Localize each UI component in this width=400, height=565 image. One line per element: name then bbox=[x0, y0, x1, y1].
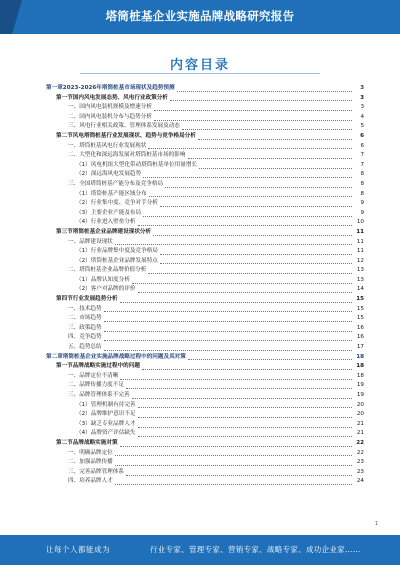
toc-entry-text: 主要企业产能及布局 bbox=[90, 209, 142, 216]
toc-leader-dots bbox=[170, 95, 352, 101]
toc-entry[interactable] bbox=[46, 420, 364, 430]
toc-heading: 内容目录 bbox=[169, 58, 230, 73]
toc-entry-page: 18 bbox=[356, 363, 364, 370]
footer-slogan-left: 让每个人都能成为 bbox=[46, 545, 110, 554]
toc-entry[interactable] bbox=[46, 429, 364, 439]
toc-entry-page: 11 bbox=[356, 248, 364, 255]
toc-leader-dots bbox=[198, 134, 352, 140]
toc-entry[interactable] bbox=[46, 151, 364, 161]
toc-entry-page: 3 bbox=[360, 85, 364, 91]
report-title: 塔筒桩基企业实施品牌战略研究报告 bbox=[105, 9, 295, 23]
toc-entry-text: 风电行业相关政策、管理体系发展及动态 bbox=[79, 123, 180, 130]
toc-entry-page: 6 bbox=[360, 142, 364, 149]
toc-entry-text: 竞争趋势 bbox=[79, 334, 102, 341]
toc-leader-dots bbox=[148, 268, 352, 274]
toc-entry[interactable] bbox=[46, 180, 364, 190]
toc-entry-text: 2023-2026年塔筒桩基市场现状及趋势预测 bbox=[62, 85, 175, 91]
toc-entry-number: 第一节 bbox=[56, 94, 73, 101]
toc-entry[interactable] bbox=[46, 449, 364, 459]
toc-entry-page: 13 bbox=[356, 276, 364, 283]
toc-entry-text: 加强品牌传播 bbox=[79, 459, 113, 466]
toc-leader-dots bbox=[104, 326, 352, 332]
toc-entry-number: （4） bbox=[76, 219, 91, 226]
toc-entry-page: 21 bbox=[356, 420, 364, 427]
toc-entry-text: 完善品牌管理体系 bbox=[79, 468, 124, 475]
toc-entry-number: 第二节 bbox=[56, 132, 73, 139]
toc-leader-dots bbox=[142, 364, 352, 370]
toc-entry-number: （4） bbox=[76, 430, 91, 437]
toc-entry-page: 7 bbox=[360, 152, 364, 159]
page-number: 1 bbox=[374, 521, 378, 527]
toc-entry-text: 品牌定位不清晰 bbox=[79, 372, 119, 379]
toc-entry-page: 11 bbox=[356, 228, 364, 235]
toc-entry-number: 二、 bbox=[68, 152, 80, 159]
toc-entry-number: 一、 bbox=[68, 449, 80, 456]
toc-entry-text: 市场趋势 bbox=[79, 315, 102, 322]
toc-entry-page: 17 bbox=[356, 344, 364, 351]
toc-entry[interactable] bbox=[46, 391, 364, 401]
toc-leader-dots bbox=[148, 143, 352, 149]
toc-entry-page: 4 bbox=[360, 113, 364, 120]
toc-entry-text: 品牌建设现状 bbox=[79, 238, 113, 245]
toc-entry-text: 塔筒桩基企业实施品牌战略过程中的问题及其对策 bbox=[62, 353, 186, 360]
toc-entry-number: 二、 bbox=[68, 315, 80, 322]
footer-slogan-right: 行业专家、管理专家、营销专家、战略专家、成功企业家…… bbox=[150, 545, 361, 554]
toc-entry-number: （1） bbox=[76, 276, 91, 283]
toc-entry-text: 缺乏专业品牌人才 bbox=[90, 420, 136, 427]
toc-entry-page: 16 bbox=[356, 324, 364, 331]
toc-entry-number: （1） bbox=[76, 401, 91, 408]
toc-leader-dots bbox=[160, 249, 352, 255]
toc-entry-page: 22 bbox=[356, 439, 364, 446]
toc-entry[interactable] bbox=[46, 285, 364, 295]
toc-entry-text: 技术趋势 bbox=[79, 305, 102, 312]
toc-entry-page: 3 bbox=[360, 104, 364, 111]
toc-entry-page: 6 bbox=[360, 132, 364, 139]
toc-entry-number: 一、 bbox=[68, 142, 80, 149]
toc-leader-dots bbox=[165, 182, 352, 188]
report-header-banner bbox=[0, 0, 400, 34]
toc-leader-dots bbox=[138, 220, 352, 226]
toc-entry-page: 9 bbox=[360, 200, 364, 207]
toc-entry-number: （2） bbox=[76, 411, 91, 418]
toc-entry[interactable] bbox=[46, 199, 364, 209]
toc-entry-number: （3） bbox=[76, 420, 91, 427]
toc-entry-number: （2） bbox=[76, 200, 91, 207]
toc-leader-dots bbox=[104, 335, 352, 341]
toc-leader-dots bbox=[199, 163, 352, 169]
toc-entry[interactable] bbox=[46, 122, 364, 132]
toc-entry-number: 第一章 bbox=[46, 85, 63, 91]
toc-entry-page: 15 bbox=[356, 315, 364, 322]
toc-leader-dots bbox=[138, 412, 352, 418]
toc-entry-page: 20 bbox=[356, 411, 364, 418]
toc-entry-number: 第二章 bbox=[46, 353, 63, 360]
toc-entry-text: 品牌认知度分析 bbox=[90, 276, 130, 283]
toc-leader-dots bbox=[143, 211, 352, 217]
toc-entry[interactable] bbox=[46, 170, 364, 180]
toc-entry-number: （3） bbox=[76, 209, 91, 216]
toc-leader-dots bbox=[188, 153, 353, 159]
toc-entry-page: 10 bbox=[356, 219, 364, 226]
toc-entry[interactable] bbox=[46, 94, 364, 104]
toc-entry[interactable] bbox=[46, 362, 364, 372]
toc-entry-number: 二、 bbox=[68, 267, 80, 274]
toc-leader-dots bbox=[143, 172, 352, 178]
toc-entry-page: 13 bbox=[356, 267, 364, 274]
toc-entry-number: 一、 bbox=[68, 104, 80, 111]
toc-entry[interactable] bbox=[46, 439, 364, 449]
toc-entry[interactable] bbox=[46, 477, 364, 487]
toc-entry-number: 三、 bbox=[68, 392, 80, 398]
toc-divider bbox=[80, 73, 320, 74]
toc-leader-dots bbox=[115, 239, 352, 245]
table-of-contents bbox=[46, 84, 364, 487]
toc-entry[interactable] bbox=[46, 266, 364, 276]
toc-entry-text: 培养品牌人才 bbox=[79, 478, 113, 485]
toc-entry-page: 18 bbox=[356, 353, 364, 360]
toc-entry-page: 8 bbox=[360, 190, 364, 197]
toc-entry-page: 19 bbox=[356, 382, 364, 389]
toc-entry[interactable] bbox=[46, 343, 364, 353]
toc-entry[interactable] bbox=[46, 113, 364, 123]
toc-entry-number: 二、 bbox=[68, 382, 80, 389]
toc-leader-dots bbox=[138, 422, 352, 428]
toc-entry-text: 品牌资产评估缺失 bbox=[90, 430, 136, 437]
toc-entry[interactable] bbox=[46, 209, 364, 219]
toc-entry-page: 16 bbox=[356, 334, 364, 341]
toc-entry-text: 品牌管理体系不完善 bbox=[79, 392, 130, 398]
toc-leader-dots bbox=[115, 450, 352, 456]
toc-entry[interactable] bbox=[46, 103, 364, 113]
toc-entry-page: 18 bbox=[356, 372, 364, 379]
toc-entry-page: 8 bbox=[360, 171, 364, 178]
toc-leader-dots bbox=[154, 115, 352, 121]
toc-entry-number: （1） bbox=[76, 190, 91, 197]
toc-leader-dots bbox=[154, 105, 352, 111]
toc-leader-dots bbox=[177, 86, 352, 92]
toc-entry[interactable] bbox=[46, 410, 364, 420]
toc-entry[interactable] bbox=[46, 142, 364, 152]
toc-entry-text: 明确品牌定位 bbox=[79, 449, 113, 456]
toc-entry-number: （2） bbox=[76, 171, 91, 178]
toc-entry-text: 塔筒桩基企业品牌建设现状分析 bbox=[72, 228, 152, 235]
toc-entry-page: 23 bbox=[356, 468, 364, 475]
toc-entry[interactable] bbox=[46, 458, 364, 468]
toc-entry[interactable] bbox=[46, 305, 364, 315]
toc-entry-number: 四、 bbox=[68, 478, 80, 485]
toc-entry-page: 22 bbox=[356, 449, 364, 456]
toc-entry-number: 三、 bbox=[68, 468, 80, 475]
toc-leader-dots bbox=[115, 479, 352, 485]
toc-entry-number: 五、 bbox=[68, 344, 80, 351]
toc-leader-dots bbox=[120, 374, 352, 380]
toc-entry[interactable] bbox=[46, 401, 364, 411]
toc-entry-page: 15 bbox=[356, 296, 364, 303]
toc-leader-dots bbox=[120, 297, 352, 303]
toc-leader-dots bbox=[149, 191, 352, 197]
report-footer-banner bbox=[0, 535, 400, 565]
toc-entry-text: 塔筒桩基企业品牌价值分析 bbox=[79, 267, 147, 274]
toc-entry-page: 21 bbox=[356, 430, 364, 437]
toc-entry-text: 趋势总结 bbox=[79, 344, 102, 351]
toc-leader-dots bbox=[153, 230, 352, 236]
toc-entry-page: 24 bbox=[356, 478, 364, 485]
toc-entry-number: 二、 bbox=[68, 459, 80, 466]
toc-entry-number: 二、 bbox=[68, 113, 80, 120]
toc-entry-number: 三、 bbox=[68, 180, 80, 187]
toc-entry-text: 塔筒桩基企业品牌发展特点 bbox=[90, 257, 158, 264]
toc-entry-page: 9 bbox=[360, 209, 364, 216]
toc-entry-number: 第二节 bbox=[56, 439, 73, 446]
toc-entry-number: 第一节 bbox=[56, 363, 73, 370]
toc-leader-dots bbox=[120, 441, 352, 447]
toc-entry-number: 一、 bbox=[68, 372, 80, 379]
toc-entry-text: 品牌战略实施对策 bbox=[72, 439, 118, 446]
toc-entry[interactable] bbox=[46, 257, 364, 267]
toc-entry-number: 第三节 bbox=[56, 228, 73, 235]
toc-entry-text: 行业进入壁垒分析 bbox=[90, 219, 136, 226]
toc-entry-page: 11 bbox=[356, 238, 364, 245]
toc-leader-dots bbox=[104, 306, 352, 312]
toc-entry-text: 国内风电装机规模及增速分析 bbox=[79, 104, 152, 111]
toc-entry-number: 三、 bbox=[68, 324, 80, 331]
toc-leader-dots bbox=[160, 201, 352, 207]
toc-entry[interactable] bbox=[46, 161, 364, 171]
toc-entry-number: （2） bbox=[76, 257, 91, 264]
toc-entry-text: 行业品牌集中度及竞争格局 bbox=[90, 248, 158, 255]
toc-entry-page: 7 bbox=[360, 161, 364, 168]
toc-entry-page: 12 bbox=[356, 257, 364, 264]
toc-entry[interactable] bbox=[46, 247, 364, 257]
toc-leader-dots bbox=[104, 316, 352, 322]
toc-leader-dots bbox=[138, 431, 352, 437]
toc-entry-page: 15 bbox=[356, 305, 364, 312]
toc-entry[interactable] bbox=[46, 468, 364, 478]
toc-leader-dots bbox=[104, 345, 352, 351]
toc-leader-dots bbox=[126, 470, 352, 476]
toc-entry[interactable] bbox=[46, 132, 364, 142]
toc-entry-text: 管理机制有待完善 bbox=[90, 401, 136, 408]
toc-entry[interactable] bbox=[46, 218, 364, 228]
toc-entry-text: 全国塔筒桩基产能分布及竞争格局 bbox=[79, 180, 164, 187]
toc-leader-dots bbox=[115, 460, 352, 466]
toc-entry-text: 行业集中度、竞争对手分析 bbox=[90, 200, 158, 207]
toc-entry-page: 23 bbox=[356, 459, 364, 466]
toc-entry-number: 第四节 bbox=[56, 296, 73, 303]
toc-entry-number: 一、 bbox=[68, 305, 80, 312]
toc-entry-page: 20 bbox=[356, 401, 364, 408]
toc-entry-text: 客户对品牌的评价 bbox=[90, 286, 136, 293]
toc-entry[interactable] bbox=[46, 190, 364, 200]
toc-entry-page: 14 bbox=[356, 286, 364, 293]
toc-entry-number: 四、 bbox=[68, 334, 80, 341]
toc-entry[interactable] bbox=[46, 238, 364, 248]
toc-entry[interactable] bbox=[46, 381, 364, 391]
toc-entry-number: （2） bbox=[76, 286, 91, 293]
toc-entry-text: 行业发展趋势分析 bbox=[72, 296, 118, 303]
toc-entry-number: （1） bbox=[76, 161, 91, 168]
toc-entry[interactable] bbox=[46, 333, 364, 343]
toc-entry[interactable] bbox=[46, 353, 364, 363]
toc-leader-dots bbox=[126, 383, 352, 389]
toc-leader-dots bbox=[132, 393, 352, 399]
toc-leader-dots bbox=[138, 287, 352, 293]
toc-entry-text: 风电机组大型化带动塔筒桩基单位用量增长 bbox=[90, 161, 198, 168]
toc-leader-dots bbox=[132, 278, 352, 284]
toc-entry-page: 8 bbox=[360, 180, 364, 187]
toc-entry-page: 3 bbox=[360, 94, 364, 101]
toc-entry-page: 19 bbox=[356, 392, 364, 398]
toc-leader-dots bbox=[160, 258, 352, 264]
toc-entry[interactable] bbox=[46, 372, 364, 382]
toc-entry[interactable] bbox=[46, 84, 364, 94]
toc-entry[interactable] bbox=[46, 276, 364, 286]
toc-entry-number: （1） bbox=[76, 248, 91, 255]
toc-entry-text: 风电塔筒桩基行业发展现状、趋势与竞争格局分析 bbox=[72, 132, 196, 139]
toc-leader-dots bbox=[182, 124, 352, 130]
toc-leader-dots bbox=[188, 354, 352, 360]
toc-entry[interactable] bbox=[46, 295, 364, 305]
toc-entry-text: 品牌维护意识不足 bbox=[90, 411, 136, 418]
toc-entry-text: 大型化和深远海发展对塔筒桩基市场的影响 bbox=[79, 152, 186, 159]
toc-entry-number: 一、 bbox=[68, 238, 80, 245]
toc-entry-number: 三、 bbox=[68, 123, 80, 130]
toc-entry[interactable] bbox=[46, 314, 364, 324]
toc-entry-text: 深远海风电发展趋势 bbox=[90, 171, 142, 178]
toc-entry-text: 政策趋势 bbox=[79, 324, 102, 331]
toc-entry-text: 塔筒桩基风电行业发展现状 bbox=[79, 142, 147, 149]
toc-entry[interactable] bbox=[46, 228, 364, 238]
toc-entry-text: 塔筒桩基产能区域分布 bbox=[90, 190, 147, 197]
toc-entry-text: 国内风电装机分布与趋势分析 bbox=[79, 113, 152, 120]
toc-entry-text: 品牌传播力度不足 bbox=[79, 382, 124, 389]
toc-entry-text: 国内风电发展态势、风电行业政策分析 bbox=[72, 94, 168, 101]
toc-entry[interactable] bbox=[46, 324, 364, 334]
toc-entry-page: 5 bbox=[360, 123, 364, 130]
toc-leader-dots bbox=[138, 402, 352, 408]
toc-entry-text: 品牌战略实施过程中的问题 bbox=[72, 363, 140, 370]
